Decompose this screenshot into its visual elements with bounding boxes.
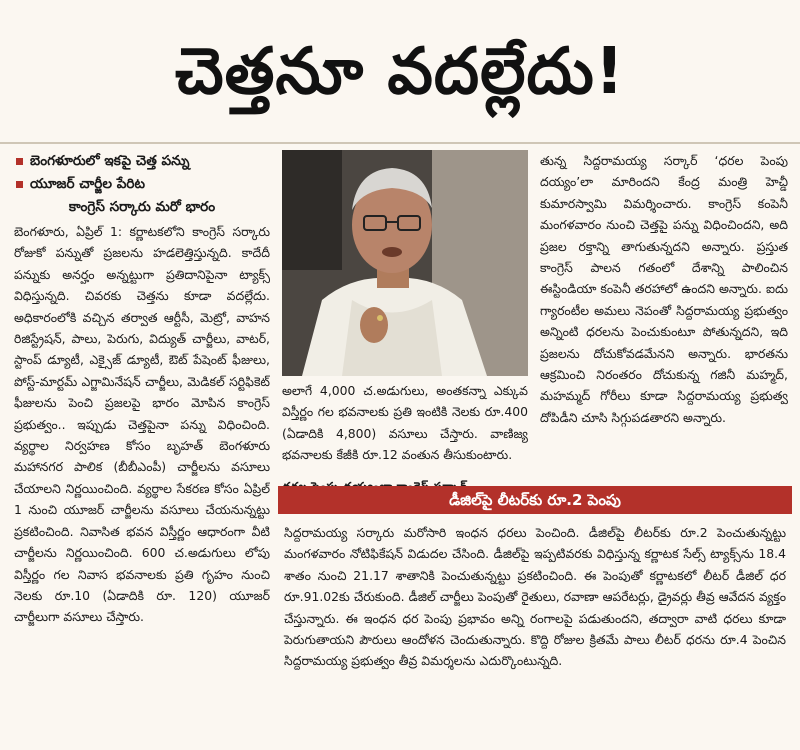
bullet-square-icon: [16, 158, 23, 165]
headline-divider: [0, 142, 800, 144]
bullet-text: బెంగళూరులో ఇకపై చెత్త పన్ను: [30, 153, 190, 169]
sub-headline: కాంగ్రెస్ సర్కారు మరో భారం: [68, 199, 216, 215]
box-title: డీజిల్‌పై లీటర్‌కు రూ.2 పెంపు: [278, 486, 792, 514]
bullet-square-icon: [16, 181, 23, 188]
box-body-text: సిద్దరామయ్య సర్కారు మరోసారి ఇంధన ధరలు పెంచింది. డీజిల్‌పై లీటర్‌కు రూ.2 పెంచుతున్నట్టు మంగళవారం నోటిఫికేషన్ విడుదల చేసింది. డీజిల్‌పై ఇప్పటివరకు విధిస్తున్న కర్ణాటక సేల్స్ ట్యాక్స్‌ను 18.4 శాతం నుంచి 21.17 శాతానికి పెంచుతున్నట్టు ప్రకటించింది. ఈ పెంపుతో కర్ణాటకలో లీటర్ డీజిల్ ధర రూ.91.02కు చేరుకుంది. డీజిల్ చార్జీలు పెంపుతో రైతులు, రవాణా ఆపరేటర్లు, డ్రైవర్లు తీవ్ర ఆవేదన వ్యక్తం చేస్తున్నారు. ఈ ఇంధన ధర పెంపు ప్రభావం అన్ని రంగాలపై పడుతుందని, తద్వారా వాటి ధరలు కూడా పెరుగుతాయని పౌరులు ఆందోళన చెందుతున్నారు. కొద్ది రోజుల క్రితమే పాలు లీటర్ ధరను రూ.4 పెంచిన సిద్దరామయ్య ప్రభుత్వం తీవ్ర విమర్శలను ఎదుర్కొంటున్నది.: [284, 525, 786, 669]
column3-text: తున్న సిద్దరామయ్య సర్కార్ ‘ధరల పెంపు దయ్యం’లా మారిందని కేంద్ర మంత్రి హెచ్డీ కుమారస్వామి విమర్శించారు. కాంగ్రెస్ కంపెనీ మంగళవారం నుంచి చెత్తపై పన్ను విధించిందని, అది ప్రజల రక్తాన్ని తాగుతున్నదని అన్నారు. ప్రస్తుత కాంగ్రెస్ పాలన గతంలో దేశాన్ని పాలించిన ఈస్టిండియా కంపెనీ తరహాలో ఉందని అన్నారు. ఐదు గ్యారంటీల అమలు నెపంతో సిద్దరామయ్య ప్రభుత్వం అన్నింటి ధరలను పెంచుకుంటూ పోతున్నదని, ఇది ప్రజలను దోచుకోవడమేనని అన్నారు. భారతను ఆక్రమించి నిరంతరం దోచుకున్న గజినీ మహ్మద్, మహమ్మద్ గోరీలు కూడా సిద్దరామయ్య ప్రభుత్వ దోపిడీని చూసి సిగ్గుపడతారని అన్నారు.: [540, 153, 788, 425]
bullet-text: యూజర్ చార్జీల పేరిట: [30, 176, 145, 192]
article-column-3: [540, 150, 788, 480]
article-column-2: [282, 380, 528, 472]
column2-text: అలాగే 4,000 చ.అడుగులు, అంతకన్నా ఎక్కువ విస్తీర్ణం గల భవనాలకు ప్రతి ఇంటికి నెలకు రూ.400 (ఏడాదికి 4,800) వసూలు చేస్తారు. వాణిజ్య భవనాలకు కేజీకి రూ.12 వంతున తీసుకుంటారు.: [282, 383, 528, 463]
photo-portrait-illustration: [282, 150, 528, 376]
photo-politician: [282, 150, 528, 376]
bullet-item: [14, 150, 270, 173]
headline: చెత్తనూ వదల్లేదు!: [175, 35, 625, 109]
article-column-1: [14, 150, 270, 746]
column1-text: బెంగళూరు, ఏప్రిల్ 1: కర్ణాటకలోని కాంగ్రెస్ సర్కారు రోజుకో పన్నుతో ప్రజలను హడలెత్తిస్తున్నది. కాదేదీ పన్నుకు అనర్హం అన్నట్టుగా ప్రతిదానిపైనా ట్యాక్స్ విధిస్తున్నది. చివరకు చెత్తను కూడా వదల్లేదు. అధికారంలోకి వచ్చిన తర్వాత ఆర్టీసీ, మెట్రో, వాహన రిజిస్ట్రేషన్, పాలు, పెరుగు, విద్యుత్ చార్జీలు, వాటర్, స్టాంప్ డ్యూటీ, ఎక్సైజ్ డ్యూటీ, ఔట్ పేషెంట్ ఫీజులు, పోస్ట్-మార్టమ్ ఎగ్జామినేషన్ చార్జీలు, మెడికల్ సర్టిఫికెట్ ఫీజులను పెంచి ప్రజలపై భారం మోపిన కాంగ్రెస్ ప్రభుత్వం.. ఇప్పుడు చెత్తపైనా పన్ను విధించింది. వ్యర్థాల నిర్వహణ కోసం బృహత్ బెంగళూరు మహానగర పాలిక (బీబీఎంపీ) చార్జీలను వసూలు చేయాలని నిర్ణయించింది. వ్యర్థాల సేకరణ కోసం ఏప్రిల్ 1 నుంచి యూజర్ చార్జీలను వసూలు చేయనున్నట్టు ప్రకటించింది. నివాసిత భవన విస్తీర్ణం ఆధారంగా వీటి చార్జీలను నిర్ణయించింది. 600 చ.అడుగులు లోపు విస్తీర్ణం గల నివాస భవనాలకు ప్రతి గృహం నుంచి నెలకు రూ.10 (ఏడాదికి రూ. 120) యూజర్ చార్జీలుగా వసూలు చేస్తారు.: [14, 224, 270, 625]
bullet-item: [14, 173, 270, 196]
bullet-list: [14, 150, 270, 196]
diesel-price-box: [278, 486, 792, 744]
